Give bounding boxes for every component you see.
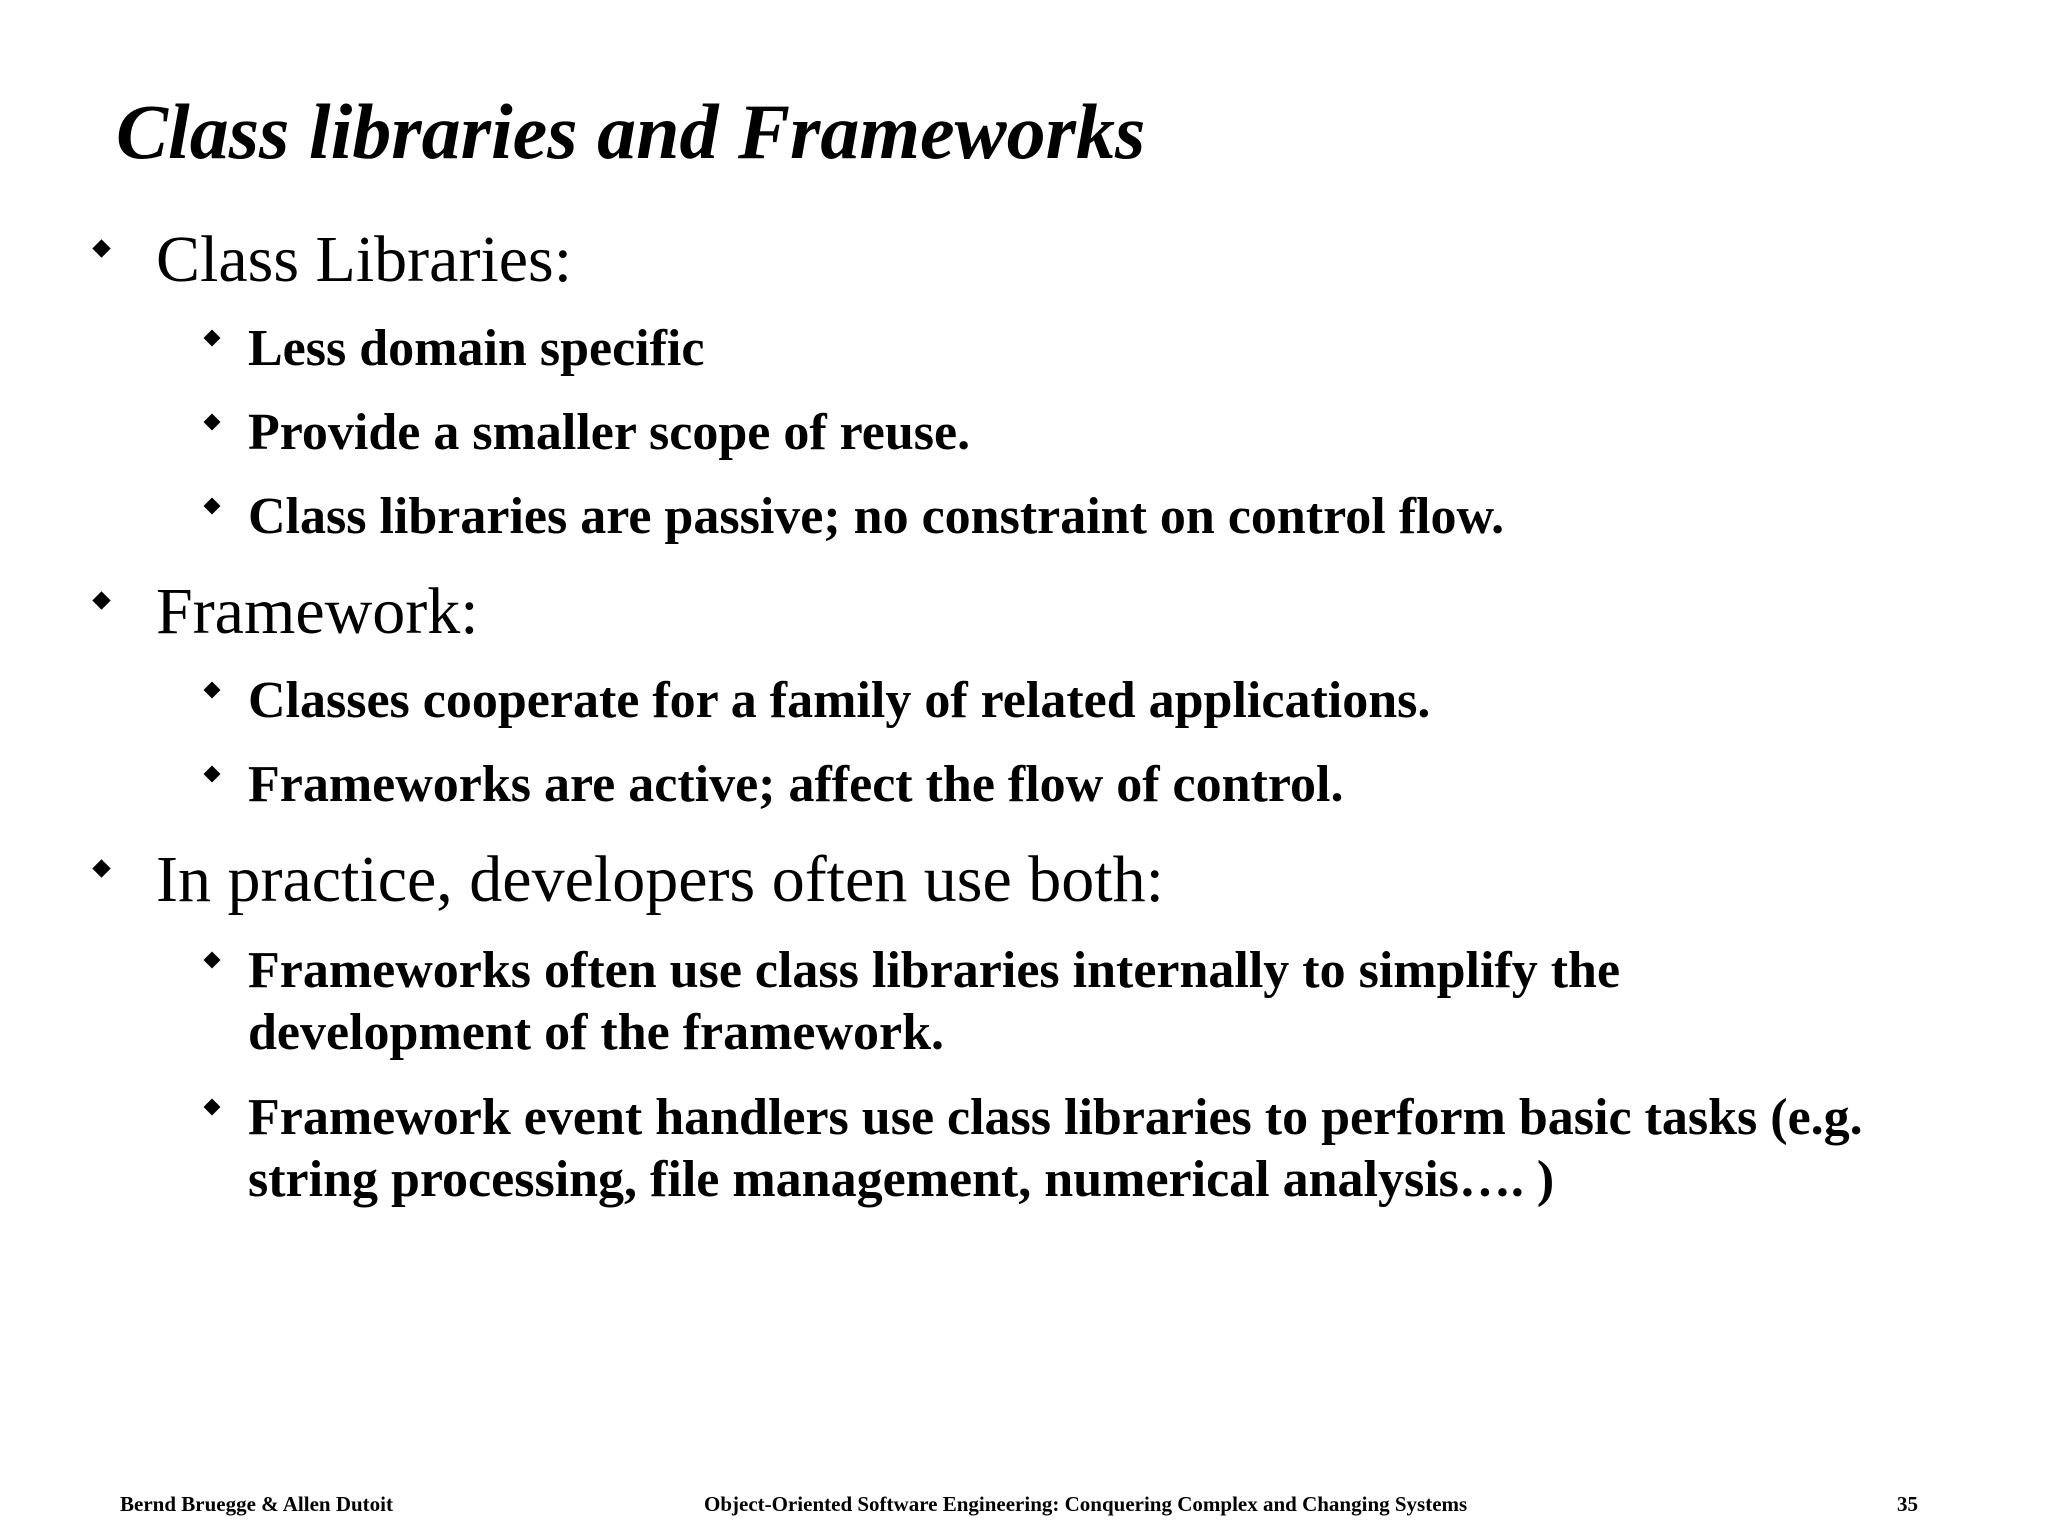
footer-book-title: Object-Oriented Software Engineering: Conquering Complex and Changing Systems xyxy=(704,1492,1468,1516)
diamond-bullet-icon xyxy=(204,330,221,347)
sub-bullet-text: Frameworks are active; affect the flow of control. xyxy=(248,756,1344,813)
diamond-bullet-icon xyxy=(204,682,221,699)
bullet-heading: Framework: xyxy=(156,575,479,648)
sub-bullet-text: Provide a smaller scope of reuse. xyxy=(248,404,971,461)
diamond-bullet-icon xyxy=(204,766,221,783)
sub-bullet-text: Framework event handlers use class libraries to perform basic tasks (e.g. string processing, file management, numerical analysis…. ) xyxy=(248,1089,1863,1208)
diamond-bullet-icon xyxy=(92,591,110,609)
slide-title: Class libraries and Frameworks xyxy=(116,88,1146,175)
footer-authors: Bernd Bruegge & Allen Dutoit xyxy=(120,1492,393,1516)
diamond-bullet-icon xyxy=(92,239,110,257)
sub-bullet-text: Classes cooperate for a family of related applications. xyxy=(248,672,1431,729)
diamond-bullet-icon xyxy=(92,859,110,877)
diamond-bullet-icon xyxy=(204,498,221,515)
sub-bullet-text: Class libraries are passive; no constraint on control flow. xyxy=(248,488,1505,545)
sub-bullet-text: Frameworks often use class libraries internally to simplify the development of the framework. xyxy=(248,942,1621,1061)
diamond-bullet-icon xyxy=(204,1099,221,1116)
bullet-heading: In practice, developers often use both: xyxy=(156,843,1164,916)
diamond-bullet-icon xyxy=(204,414,221,431)
bullet-heading: Class Libraries: xyxy=(156,223,573,296)
diamond-bullet-icon xyxy=(204,952,221,969)
sub-bullet-text: Less domain specific xyxy=(248,320,705,377)
footer-page-number: 35 xyxy=(1897,1492,1918,1516)
